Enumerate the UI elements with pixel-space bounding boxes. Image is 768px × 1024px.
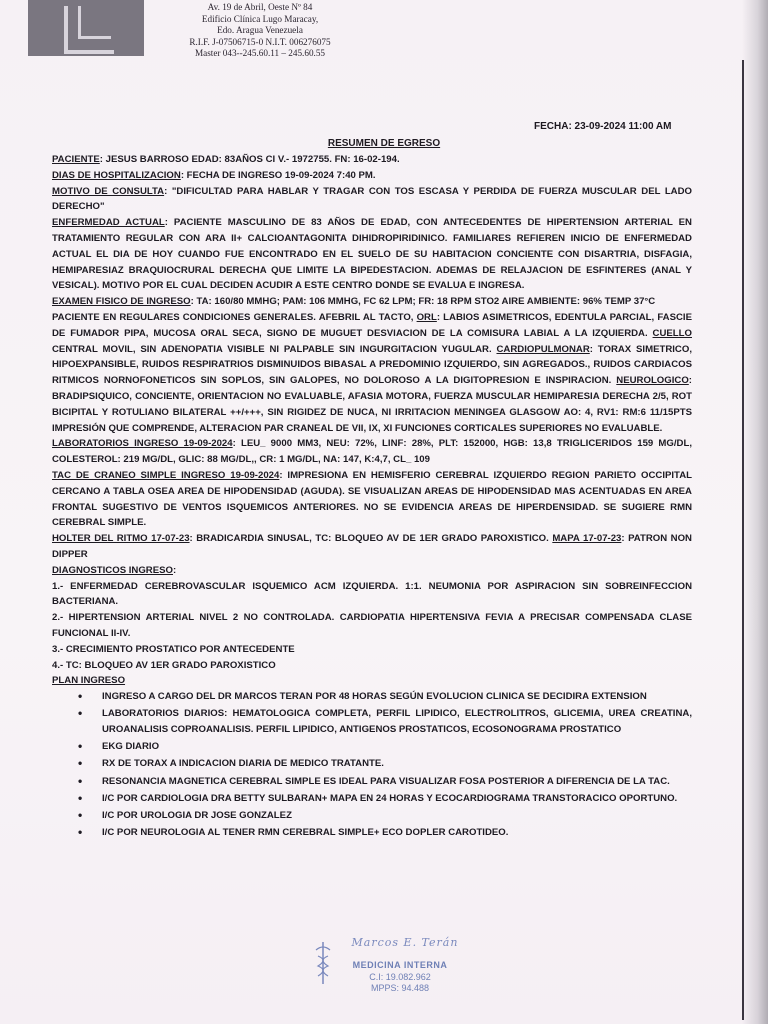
plan-item: • I/C POR UROLOGIA DR JOSE GONZALEZ [78,808,692,824]
plan-item: • RX DE TORAX A INDICACION DIARIA DE MEDICO TRATANTE. [78,756,692,772]
page-edge-shadow [742,0,768,1024]
stamp-specialty: MEDICINA INTERNA [352,960,448,970]
header-line: Master 043--245.60.11 – 245.60.55 [194,48,326,59]
neck-text: CENTRAL MOVIL, SIN ADENOPATIA VISIBLE NI PALPABLE SIN INGURGITACION YUGULAR. [52,343,497,355]
hospitalization-text: : FECHA DE INGRESO 19-09-2024 7:40 PM. [180,169,376,181]
header-line: Edo. Aragua Venezuela [217,25,303,36]
labs-label: LABORATORIOS INGRESO 19-09-2024 [52,438,233,450]
header-line: Edificio Clínica Lugo Maracay, [201,13,319,24]
physical-exam-label: EXAMEN FISICO DE INGRESO [52,296,191,308]
plan-item: • RESONANCIA MAGNETICA CEREBRAL SIMPLE ES IDEAL PARA VISUALIZAR FOSA POSTERIOR A DIFERENCIA DE LA TAC. [78,774,692,790]
diagnosis-item: 1.- ENFERMEDAD CEREBROVASCULAR ISQUEMICO ACM IZQUIERDA. 1:1. NEUMONIA POR ASPIRACION SIN SOBREINFECCION BACTERIANA. [52,580,692,608]
current-illness [52,215,692,294]
diagnosis-item: 4.- TC: BLOQUEO AV 1ER GRADO PAROXISTICO [52,659,276,671]
plan-heading [52,673,692,689]
reason-line [52,184,692,216]
plan-item: • I/C POR NEUROLOGIA AL TENER RMN CEREBRAL SIMPLE+ ECO DOPLER CAROTIDEO. [78,825,692,841]
ct-scan-text: : IMPRESIONA EN HEMISFERIO CEREBRAL IZQUIERDO REGION PARIETO OCCIPITAL CERCANO A TABLA OSEA AREA DE HIPODENSIDAD (AGUDA). SE VISUALIZAN AREAS DE HIPODENSIDAD MAS ACENTUADAS EN AREA FRONTAL SUGESTIVO DE VENTOS ISQUEMICOS ANTERIORES. NO SE EVIDENCIA AREAS DE HIPERDENSIDAD. SE SUGIERE RMN CEREBRAL SIMPLE. [52,469,692,529]
current-illness-label: ENFERMEDAD ACTUAL [52,217,165,229]
page-right-border [742,60,744,1020]
diagnoses-heading [52,563,692,579]
clinic-logo [28,0,144,56]
diagnosis-item: 2.- HIPERTENSION ARTERIAL NIVEL 2 NO CONTROLADA. CARDIOPATIA HIPERTENSIVA FEVIA A PRECISAR COMPENSADA CLASE FUNCIONAL II-IV. [52,612,692,639]
hospitalization-label: DIAS DE HOSPITALIZACION [52,169,181,181]
ct-scan-label: TAC DE CRANEO SIMPLE INGRESO 19-09-2024 [52,469,280,481]
hospitalization-line [52,168,692,184]
document-date: FECHA: 23-09-2024 11:00 AM [534,121,672,132]
holter-text: : BRADICARDIA SINUSAL, TC: BLOQUEO AV DE 1ER GRADO PAROXISTICO. [189,533,553,545]
cardiopulmonary-text: : TORAX SIMETRICO, HIPOEXPANSIBLE, RUIDOS RESPIRATRIOS DISMINUIDOS BIBASAL A PREDOMINIO IZQUIERDO, SIN AGREGADOS., RUIDOS CARDIACOS RITMICOS NORNOFONETICOS SIN SOPLOS, SIN GALOPES, NO DOLOROSO A LA DIGITOPRESION E INSPIRACION. [52,343,692,387]
plan-item: • LABORATORIOS DIARIOS: HEMATOLOGICA COMPLETA, PERFIL LIPIDICO, ELECTROLITROS, GLICEMIA, UREA CREATINA, UROANALISIS COPROANALISIS. PERFIL LIPIDICO, ANTIGENOS PROSTATICOS, ECOSONOGRAMA PROSTATICO [78,706,692,738]
findings-intro: PACIENTE EN REGULARES CONDICIONES GENERALES. AFEBRIL AL TACTO, [52,311,417,323]
reason-text: : "DIFICULTAD PARA HABLAR Y TRAGAR CON TOS ESCASA Y PERDIDA DE FUERZA MUSCULAR DEL LADO DERECHO" [52,185,692,213]
neck-label: CUELLO [652,327,692,339]
document-title: RESUMEN DE EGRESO [327,138,441,149]
physical-findings [52,310,692,436]
diagnoses-list [52,579,692,674]
ct-scan-line [52,468,692,531]
plan-item: • EKG DIARIO [78,739,692,755]
mapa-text: : PATRON NON DIPPER [52,533,692,560]
plan-item: • I/C POR CARDIOLOGIA DRA BETTY SULBARAN+ MAPA EN 24 HORAS Y ECOCARDIOGRAMA TRANSTORACICO OPORTUNO. [78,791,692,807]
cardiopulmonary-label: CARDIOPULMONAR [496,343,590,355]
physical-exam-text: : TA: 160/80 MMHG; PAM: 106 MMHG, FC 62 LPM; FR: 18 RPM STO2 AIRE AMBIENTE: 96% TEMP 37°C [190,296,656,308]
plan-item: • INGRESO A CARGO DEL DR MARCOS TERAN POR 48 HORAS SEGÚN EVOLUCION CLINICA SE DECIDIRA EXTENSION [78,689,692,705]
header-line: Av. 19 de Abril, Oeste Nº 84 [207,2,313,12]
labs-text: : LEU_ 9000 MM3, NEU: 72%, LINF: 28%, PLT: 152000, HGB: 13,8 TRIGLICERIDOS 159 MG/DL, COLESTEROL: 219 MG/DL, GLIC: 88 MG/DL,, CR: 1 MG/DL, NA: 147, K:4,7, CL_ 109 [52,438,692,466]
doctor-stamp [312,936,488,1016]
document-body [52,152,692,842]
stamp-mpps: MPPS: 94.488 [370,983,430,993]
stamp-id: C.I: 19.082.962 [369,972,431,982]
diagnoses-label: DIAGNOSTICOS INGRESO [52,564,173,576]
clinic-address-header [150,2,370,60]
plan-list [52,689,692,841]
patient-line [52,152,692,168]
patient-label: PACIENTE [52,154,100,165]
plan-label: PLAN INGRESO [52,675,126,687]
diagnoses-suffix: : [173,564,177,576]
neurologic-label: NEUROLOGICO [616,375,689,387]
doctor-signature: Marcos E. Terán [351,936,459,949]
header-line: R.I.F. J-07506715-0 N.I.T. 006276075 [189,36,331,47]
neurologic-text: : BRADIPSIQUICO, CONCIENTE, ORIENTACION NO EVALUABLE, AFASIA MOTORA, FUERZA MUSCULAR HEMIPARESIA DERECHA 2/5, ROT BICIPITAL Y ROTULIANO BILATERAL ++/+++, SIN RIGIDEZ DE NUCA, NI IRRITACION MENINGEA GLASGOW AO: 4, RV1: RM:6 11/15PTS IMPRESIÓN QUE COMPRENDE, ALTERACION PAR CRANEAL DE VII, IX, XI FUNCIONES CORTICALES SUPERIORES NO EVALUABLE. [52,375,692,434]
diagnosis-item: 3.- CRECIMIENTO PROSTATICO POR ANTECEDENTE [52,643,295,655]
mapa-label: MAPA 17-07-23 [552,533,622,545]
holter-line [52,531,692,563]
current-illness-text: : PACIENTE MASCULINO DE 83 AÑOS DE EDAD, CON ANTECEDENTES DE HIPERTENSION ARTERIAL EN TRATAMIENTO REGULAR CON ARA II+ CALCIOANTAGONITA DIHIDROPIRIDINICO. FAMILIARES REFIEREN INICIO DE ENFERMEDAD ACTUAL EL DIA DE HOY CUANDO FUE ENCONTRADO EN EL SUELO DE SU HABITACION CONCIENTE CON DISARTRIA, DISFAGIA, HEMIPARESIAZ BRAQUIOCRURAL DERECHA QUE LIMITE LA BIPEDESTACION. ADEMAS DE RELAJACION DE ESFINTERES (ANAL Y VESICAL). MOTIVO POR EL CUAL DECIDEN ACUDIR A ESTE CENTRO DONDE SE EVALUA E INGRESA. [52,217,692,292]
orl-text: : LABIOS ASIMETRICOS, EDENTULA PARCIAL, FASCIE DE FUMADOR PIPA, MUCOSA ORAL SECA, SIGNO DE MUGUET DESVIACION DE LA COMISURA LABIAL A LA IZQUIERDA. [52,311,692,339]
labs-line [52,436,692,468]
physical-exam-line [52,294,692,310]
orl-label: ORL [416,311,437,323]
patient-text: : JESUS BARROSO EDAD: 83AÑOS CI V.- 1972755. FN: 16-02-194. [99,154,400,165]
holter-label: HOLTER DEL RITMO 17-07-23 [52,533,190,545]
reason-label: MOTIVO DE CONSULTA [52,185,165,197]
